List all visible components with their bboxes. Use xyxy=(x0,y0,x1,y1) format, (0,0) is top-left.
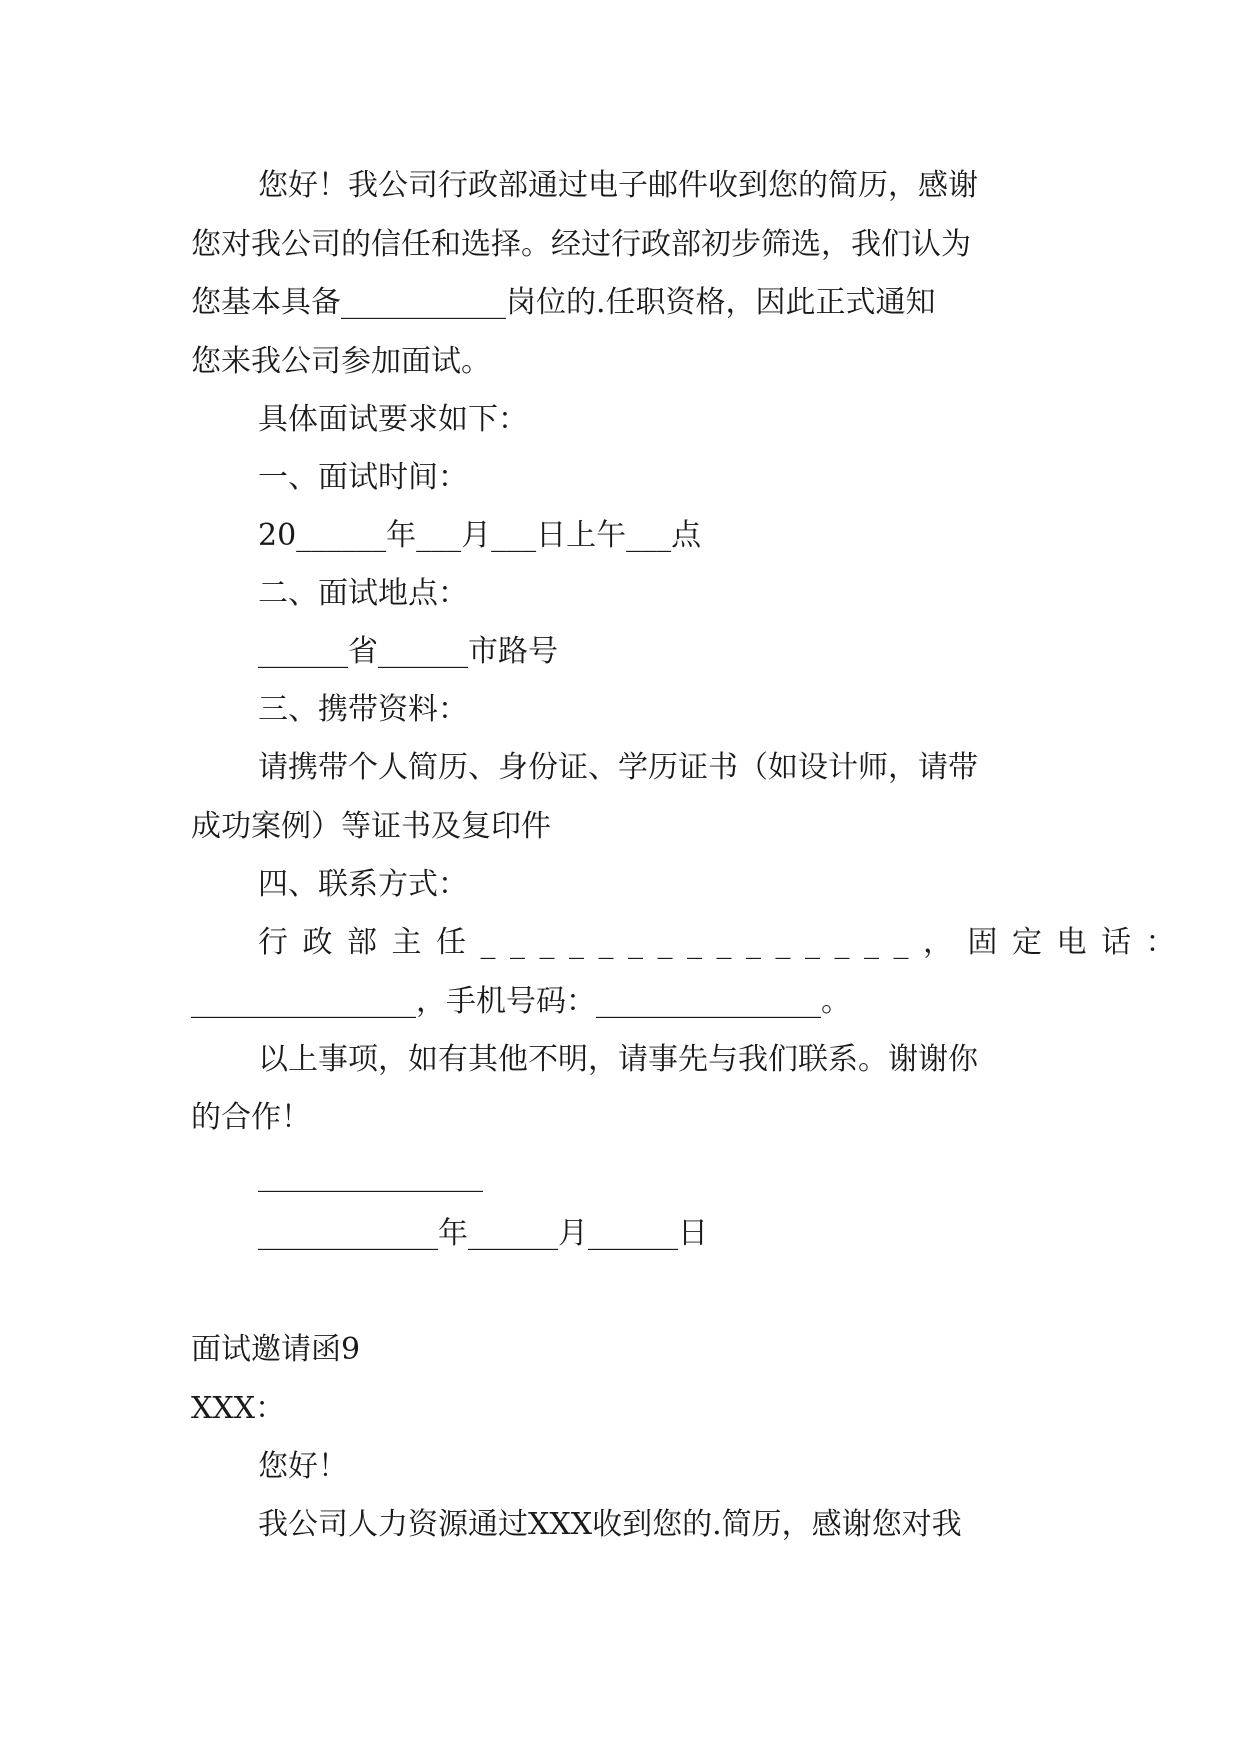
body-paragraph-line: 您来我公司参加面试。 xyxy=(191,344,491,379)
requirements-heading: 具体面试要求如下： xyxy=(258,402,528,437)
closing-line: 以上事项，如有其他不明，请事先与我们联系。谢谢你 xyxy=(258,1042,978,1077)
body-paragraph-line: 您对我公司的信任和选择。经过行政部初步筛选，我们认为 xyxy=(191,227,971,262)
body-paragraph-line: 您好！我公司行政部通过电子邮件收到您的简历，感谢 xyxy=(258,168,978,203)
closing-line: 的合作！ xyxy=(191,1100,311,1135)
signature-blank: _______________ xyxy=(258,1158,483,1193)
section-heading-time: 一、面试时间： xyxy=(258,460,468,495)
materials-line: 请携带个人简历、身份证、学历证书（如设计师，请带 xyxy=(258,750,978,785)
contact-line: _______________，手机号码：_______________。 xyxy=(191,984,851,1019)
body-paragraph-line: 您基本具备___________岗位的.任职资格，因此正式通知 xyxy=(191,285,936,320)
document-title: 面试邀请函9 xyxy=(191,1332,361,1367)
greeting-line: 您好！ xyxy=(258,1449,348,1484)
body-paragraph-line: 我公司人力资源通过XXX收到您的.简历，感谢您对我 xyxy=(258,1507,962,1542)
section-heading-materials: 三、携带资料： xyxy=(258,692,468,727)
recipient-salutation: XXX： xyxy=(191,1391,286,1426)
interview-time-line: 20______年___月___日上午___点 xyxy=(258,518,702,553)
section-heading-contact: 四、联系方式： xyxy=(258,867,468,902)
section-heading-location: 二、面试地点： xyxy=(258,576,468,611)
materials-line: 成功案例）等证书及复印件 xyxy=(191,809,551,844)
date-blank: ____________年______月______日 xyxy=(258,1216,708,1251)
interview-location-line: ______省______市路号 xyxy=(258,634,558,669)
contact-line: 行政部主任_______________，固定电话： xyxy=(258,925,1190,960)
